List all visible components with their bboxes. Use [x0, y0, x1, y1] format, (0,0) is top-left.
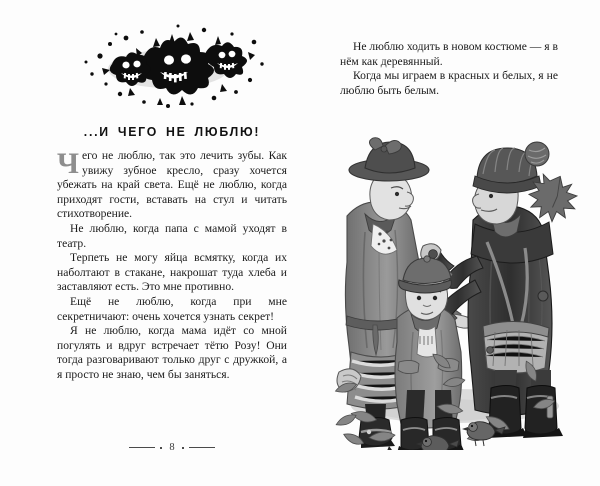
folio-rule-right — [189, 447, 215, 448]
left-text-column — [57, 22, 287, 383]
paragraph: Не люблю, когда папа с мамой уходят в театр. — [57, 221, 287, 250]
ink-blot-ornament — [57, 22, 287, 110]
ink-blot-monsters-icon — [72, 22, 272, 110]
paragraph — [57, 149, 287, 222]
page-number: 8 — [169, 442, 175, 453]
left-column-body — [57, 149, 287, 383]
page-folio — [57, 442, 287, 453]
paragraph-text: его не люблю, так это лечить зубы. Как увижу зубное кресло, сразу хочется убежать на край света. Ещё не люблю, когда приходят гости, вставать на стул и читать стихотворение. — [57, 149, 287, 221]
paragraph: Ещё не люблю, когда при мне секретничают: очень хочется узнать секрет! — [57, 294, 287, 323]
folio-dot-right — [182, 447, 184, 449]
paragraph: Терпеть не могу яйца всмятку, когда их наболтают в стакане, накрошат туда хлеба и заставляют есть. Это мне противно. — [57, 251, 287, 294]
paragraph: Не люблю ходить в новом костюме — я в нём как деревянный. — [340, 40, 559, 68]
right-text-column — [340, 40, 558, 98]
right-column-body — [340, 40, 558, 98]
paragraph: Я не люблю, когда мама идёт со мной погулять и вдруг встречает тётю Розу! Они тогда разговаривают только друг с дружкой, а я просто не знаю, чем бы заняться. — [57, 324, 287, 381]
folio-dot-left — [160, 447, 162, 449]
two-women-talking-illustration-icon — [325, 120, 580, 450]
chapter-illustration — [325, 120, 580, 450]
folio-rule-left — [129, 447, 155, 448]
chapter-title: ...И ЧЕГО НЕ ЛЮБЛЮ! — [83, 124, 261, 139]
drop-cap: Ч — [57, 147, 80, 180]
handbag — [483, 321, 549, 373]
paragraph: Когда мы играем в красных и белых, я не люблю быть белым. — [340, 69, 558, 97]
